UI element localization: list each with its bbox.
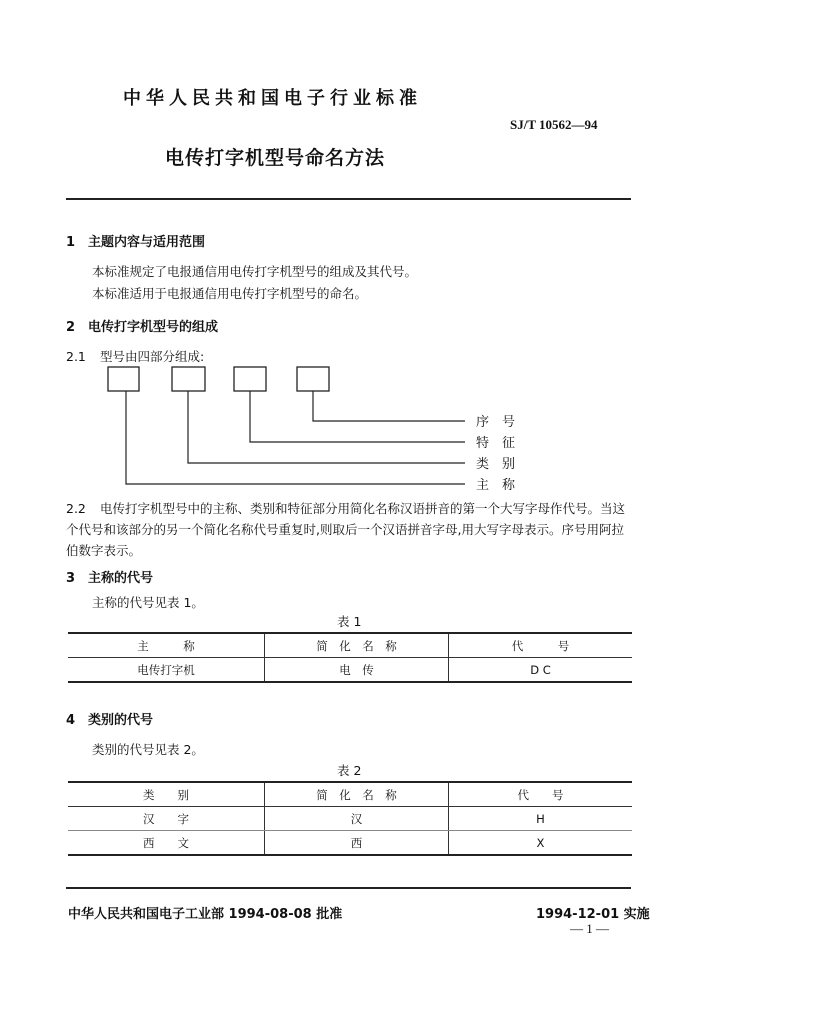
table-1-header-code: 代 号 (449, 633, 633, 658)
diagram-line-feature (250, 391, 465, 442)
issuing-organization: 中华人民共和国电子行业标准 (123, 88, 422, 109)
diagram-label-main-name: 主 称 (476, 478, 516, 493)
table-1-cell-main-name: 电传打字机 (137, 662, 195, 677)
diagram-box-category (172, 367, 205, 391)
diagram-line-main-name (126, 391, 465, 484)
diagram-line-serial (313, 391, 465, 421)
approval-line: 中华人民共和国电子工业部 1994-08-08 批准 (68, 907, 343, 922)
section-2-title: 电传打字机型号的组成 (88, 320, 219, 335)
table-2-cell-category: 西 文 (143, 835, 189, 850)
table-2-header-row (68, 782, 632, 807)
header-rule (66, 198, 631, 200)
section-3-intro: 主称的代号见表 1。 (92, 595, 204, 610)
diagram-line-category (188, 391, 465, 463)
table-row (68, 831, 632, 856)
section-2-1-number: 2.1 (66, 349, 86, 364)
table-2-cell-code: H (449, 807, 633, 831)
effective-date: 1994-12-01 实施 (536, 907, 650, 922)
table-2-cell-code: X (449, 831, 633, 856)
section-4-number: 4 (66, 713, 76, 728)
table-2-cell-category: 汉 字 (68, 807, 265, 831)
section-3-number: 3 (66, 571, 76, 586)
table-row (68, 658, 632, 683)
section-2-1-text: 型号由四部分组成: (100, 349, 205, 364)
diagram-box-main-name (108, 367, 139, 391)
table-2-header-category: 类 别 (68, 782, 265, 807)
table-2-cell-short-name: 西 (265, 831, 449, 856)
diagram-label-feature: 特 征 (476, 436, 516, 451)
table-2-header-code: 代 号 (449, 782, 633, 807)
footer-rule (66, 887, 631, 889)
model-composition-diagram (100, 362, 540, 496)
section-1-heading (66, 231, 205, 250)
table-2-header-short-name: 简 化 名 称 (265, 782, 449, 807)
section-2-2-text: 电传打字机型号中的主称、类别和特征部分用简化名称汉语拼音的第一个大写字母作代号。当这个代号和该部分的另一个简化名称代号重复时,则取后一个汉语拼音字母,用大写字母表示。序号用阿拉伯数字表示。 (66, 501, 626, 558)
section-2-2 (66, 498, 632, 561)
table-1-caption: 表 1 (337, 614, 362, 629)
section-4-intro: 类别的代号见表 2。 (92, 742, 204, 757)
diagram-box-serial (297, 367, 329, 391)
section-1-paragraph-1: 本标准规定了电报通信用电传打字机型号的组成及其代号。 (92, 264, 418, 279)
document-title: 电传打字机型号命名方法 (165, 147, 386, 169)
section-2-number: 2 (66, 320, 76, 335)
table-1-header-row (68, 633, 632, 658)
section-1-title: 主题内容与适用范围 (88, 235, 206, 250)
table-1-header-main-name: 主 称 (68, 633, 265, 658)
table-1-cell-code: D C (449, 658, 633, 683)
section-1-number: 1 (66, 235, 76, 250)
table-1 (68, 632, 632, 683)
section-3-heading (66, 567, 153, 586)
section-2-heading (66, 316, 218, 335)
diagram-label-category: 类 别 (476, 457, 516, 472)
section-4-heading (66, 709, 153, 728)
section-2-2-number: 2.2 (66, 501, 86, 516)
table-2-cell-short-name: 汉 (265, 807, 449, 831)
diagram-label-serial: 序 号 (476, 415, 516, 430)
table-2-caption: 表 2 (337, 763, 362, 778)
section-1-paragraph-2: 本标准适用于电报通信用电传打字机型号的命名。 (92, 286, 368, 301)
diagram-box-feature (234, 367, 266, 391)
table-1-cell-short-name: 电 传 (265, 658, 449, 683)
table-row (68, 807, 632, 831)
table-1-header-short-name: 简 化 名 称 (265, 633, 449, 658)
standard-code: SJ/T 10562—94 (510, 117, 598, 132)
table-2 (68, 781, 632, 856)
section-4-title: 类别的代号 (88, 713, 154, 728)
section-3-title: 主称的代号 (88, 571, 154, 586)
page-number: — 1 — (570, 921, 609, 936)
